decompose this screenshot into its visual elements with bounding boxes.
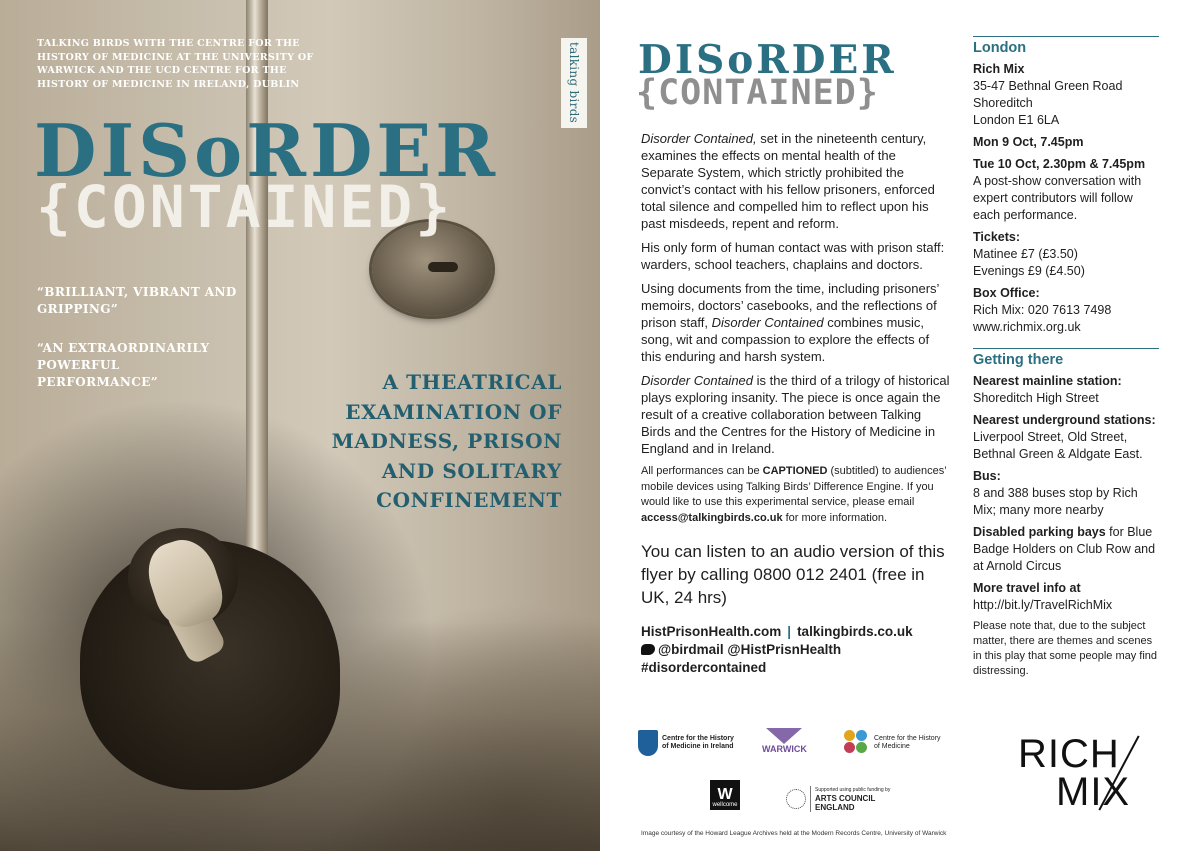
- producer-credit: TALKING BIRDS WITH THE CENTRE FOR THE HISTORY OF MEDICINE AT THE UNIVERSITY OF WARWICK AND THE UCD CENTRE FOR THE HISTORY OF MEDICINE IN IRELAND, DUBLIN: [37, 38, 314, 90]
- getting-there-heading: Getting there: [973, 352, 1064, 368]
- access-email-link[interactable]: access@talkingbirds.co.uk: [641, 511, 783, 524]
- venue-column: [973, 36, 1159, 679]
- ucd-shield-icon: [638, 730, 658, 756]
- hashtag[interactable]: #disordercontained: [641, 660, 767, 675]
- paragraph: Using documents from the time, including prisoners’ memoirs, doctors’ casebooks, and the reflections of prison staff, Disorder Contained combines music, song, wit and compassion to explore the effects of this enduring and harsh system.: [641, 281, 939, 364]
- peephole-slot: [428, 262, 458, 272]
- description-column: [641, 130, 951, 677]
- mainline-station: Nearest mainline station: Shoreditch High Street: [973, 374, 1122, 405]
- tickets: Tickets: Matinee £7 (£3.50) Evenings £9 (£4.50): [973, 230, 1085, 278]
- quote: “BRILLIANT, VIBRANT AND GRIPPING”: [37, 285, 237, 316]
- box-office: Box Office: Rich Mix: 020 7613 7498 www.richmix.org.uk: [973, 285, 1159, 336]
- image-credit: Image courtesy of the Howard League Archives held at the Modern Records Centre, University of Warwick: [641, 830, 947, 837]
- info-title-contained: {CONTAINED}: [636, 73, 879, 113]
- info-panel: [600, 0, 1200, 851]
- wellcome-w-icon: W: [710, 780, 740, 810]
- chm-dots-icon: [844, 730, 870, 756]
- london-heading: London: [973, 40, 1027, 56]
- arts-council-logo: Supported using public funding by ARTS COUNCIL ENGLAND: [786, 786, 890, 812]
- warwick-mark-icon: [766, 728, 802, 744]
- divider: [973, 36, 1159, 37]
- captioning-note: All performances can be CAPTIONED (subtitled) to audiences’ mobile devices using Talking Birds’ Difference Engine. If you would like to use this experimental service, please email access@talkingbirds.co.uk for more information.: [641, 465, 947, 524]
- web-links: [641, 623, 951, 677]
- venue-address: Rich Mix 35-47 Bethnal Green Road Shoreditch London E1 6LA: [973, 62, 1123, 127]
- paragraph: Disorder Contained, set in the nineteenth century, examines the effects on mental health of the Separate System, which strictly prohibited the convict’s contact with his fellow prisoners, enforced total silence and compelled him to reflect upon his past misdeeds, repent and reform.: [641, 131, 935, 231]
- performance-date-2: Tue 10 Oct, 2.30pm & 7.45pm A post-show conversation with expert contributors will follow each performance.: [973, 157, 1146, 222]
- warwick-logo: WARWICK: [762, 728, 807, 753]
- quote: “AN EXTRAORDINARILY POWERFUL PERFORMANCE”: [37, 341, 210, 389]
- performance-date: Mon 9 Oct, 7.45pm: [973, 135, 1084, 149]
- ucd-logo: Centre for the History of Medicine in Ireland: [638, 730, 742, 756]
- wellcome-logo: W wellcome: [710, 780, 740, 809]
- histprisonhealth-link[interactable]: HistPrisonHealth.com: [641, 624, 782, 639]
- richmix-logo: RICH MIX: [1018, 735, 1168, 811]
- info-title-disorder: DISoRDER: [638, 37, 897, 83]
- underground-stations: Nearest underground stations: Liverpool Street, Old Street, Bethnal Green & Aldgate East.: [973, 413, 1156, 461]
- twitter-handles[interactable]: @birdmail @HistPrisnHealth: [658, 642, 842, 657]
- parking-info: Disabled parking bays for Blue Badge Holders on Club Row and at Arnold Circus: [973, 525, 1156, 573]
- partner-logos: [638, 728, 978, 828]
- talkingbirds-link[interactable]: talkingbirds.co.uk: [797, 624, 913, 639]
- poster-title-contained: {CONTAINED}: [36, 173, 454, 241]
- divider: [973, 348, 1159, 349]
- link-separator: |: [787, 624, 792, 639]
- bus-info: Bus: 8 and 388 buses stop by Rich Mix; many more nearby: [973, 469, 1138, 517]
- arts-council-circle-icon: [786, 789, 806, 809]
- twitter-bird-icon: [641, 644, 655, 655]
- tagline: A THEATRICAL EXAMINATION OF MADNESS, PRISON AND SOLITARY CONFINEMENT: [331, 370, 562, 512]
- paragraph: Disorder Contained is the third of a trilogy of historical plays exploring insanity. The piece is once again the result of a creative collaboration between Talking Birds and the Centres for the History of Medicine in England and in Ireland.: [641, 373, 950, 456]
- richmix-website-link[interactable]: www.richmix.org.uk: [973, 320, 1081, 334]
- paragraph: His only form of human contact was with prison staff: warders, school teachers, chaplains and doctors.: [641, 240, 945, 272]
- talking-birds-badge: talking birds: [561, 38, 587, 128]
- content-warning: Please note that, due to the subject matter, there are themes and scenes in this play that some people may find distressing.: [973, 620, 1158, 677]
- chm-logo: Centre for the History of Medicine: [844, 730, 944, 756]
- travel-info: More travel info at http://bit.ly/TravelRichMix: [973, 580, 1159, 614]
- press-quotes: [37, 284, 237, 413]
- audio-flyer-note: You can listen to an audio version of this flyer by calling 0800 012 2401 (free in UK, 24 hrs): [641, 542, 945, 607]
- travel-link[interactable]: http://bit.ly/TravelRichMix: [973, 598, 1113, 612]
- poster-title-disorder: DISoRDER: [34, 108, 500, 193]
